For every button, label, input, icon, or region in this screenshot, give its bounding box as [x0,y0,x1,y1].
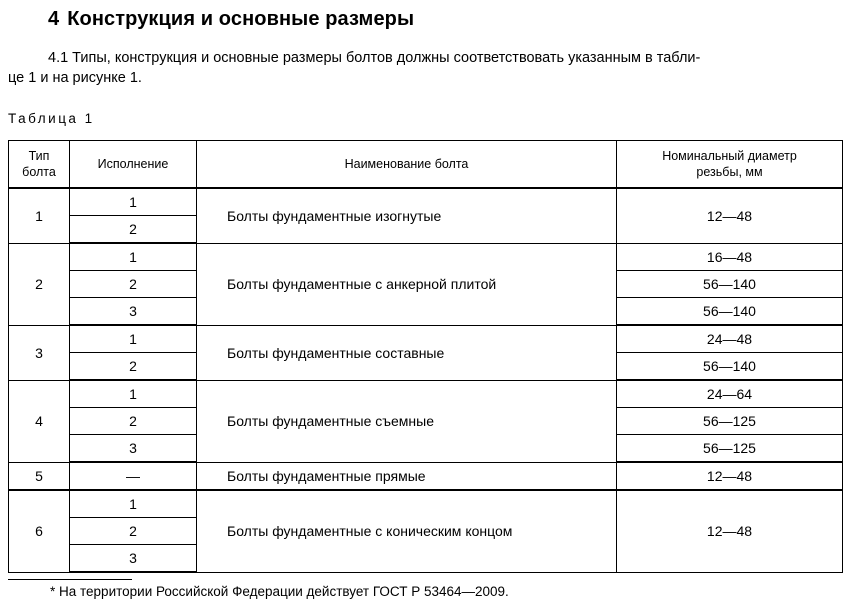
section-title: Конструкция и основные размеры [67,8,415,30]
version-cell: 3 [70,435,197,463]
diameter-cell: 56—125 [617,408,843,435]
diameter-cell: 24—64 [617,380,843,408]
version-cell: 1 [70,188,197,216]
header-diameter [617,141,843,189]
table-caption: Таблица 1 [8,111,95,126]
version-cell: 2 [70,216,197,244]
type-cell: 6 [9,490,70,572]
table-header-row [9,141,843,189]
table-row [9,243,843,271]
bolt-name-cell: Болты фундаментные прямые [197,462,617,490]
paragraph-line-2: це 1 и на рисунке 1. [8,70,142,86]
paragraph-4-1 [8,48,844,88]
section-number: 4 [48,8,60,30]
diameter-cell: 16—48 [617,243,843,271]
type-cell: 4 [9,380,70,462]
bolt-types-table [8,140,843,573]
diameter-cell: 56—140 [617,298,843,326]
type-cell: 2 [9,243,70,325]
footnote: * На территории Российской Федерации действует ГОСТ Р 53464—2009. [50,584,509,599]
type-cell: 1 [9,188,70,243]
diameter-cell: 56—140 [617,353,843,381]
type-cell: 3 [9,325,70,380]
version-cell: 2 [70,408,197,435]
footnote-separator [8,579,132,580]
section-heading [48,8,414,31]
version-cell: 3 [70,298,197,326]
header-type [9,141,70,189]
table-row [9,462,843,490]
diameter-cell: 24—48 [617,325,843,353]
bolt-name-cell: Болты фундаментные составные [197,325,617,380]
table-row [9,490,843,518]
header-diameter-line-2: резьбы, мм [696,165,763,179]
paragraph-line-1: 4.1 Типы, конструкция и основные размеры болтов должны соответствовать указанным в табли- [48,50,701,66]
diameter-cell: 12—48 [617,188,843,243]
bolt-name-cell: Болты фундаментные изогнутые [197,188,617,243]
header-type-line-2: болта [22,165,56,179]
version-cell: 2 [70,271,197,298]
diameter-cell: 56—140 [617,271,843,298]
version-cell: 1 [70,380,197,408]
header-name: Наименование болта [197,141,617,189]
diameter-cell: 12—48 [617,490,843,572]
header-version: Исполнение [70,141,197,189]
table-row [9,325,843,353]
table-row [9,188,843,216]
diameter-cell: 12—48 [617,462,843,490]
version-cell: 2 [70,518,197,545]
table-row [9,380,843,408]
diameter-cell: 56—125 [617,435,843,463]
bolt-name-cell: Болты фундаментные с анкерной плитой [197,243,617,325]
header-diameter-line-1: Номинальный диаметр [662,149,797,163]
version-cell: 3 [70,545,197,573]
header-type-line-1: Тип [28,149,50,163]
bolt-name-cell: Болты фундаментные съемные [197,380,617,462]
version-cell: 2 [70,353,197,381]
version-cell: 1 [70,243,197,271]
version-cell: 1 [70,325,197,353]
version-cell: — [70,462,197,490]
version-cell: 1 [70,490,197,518]
bolt-name-cell: Болты фундаментные с коническим концом [197,490,617,572]
type-cell: 5 [9,462,70,490]
